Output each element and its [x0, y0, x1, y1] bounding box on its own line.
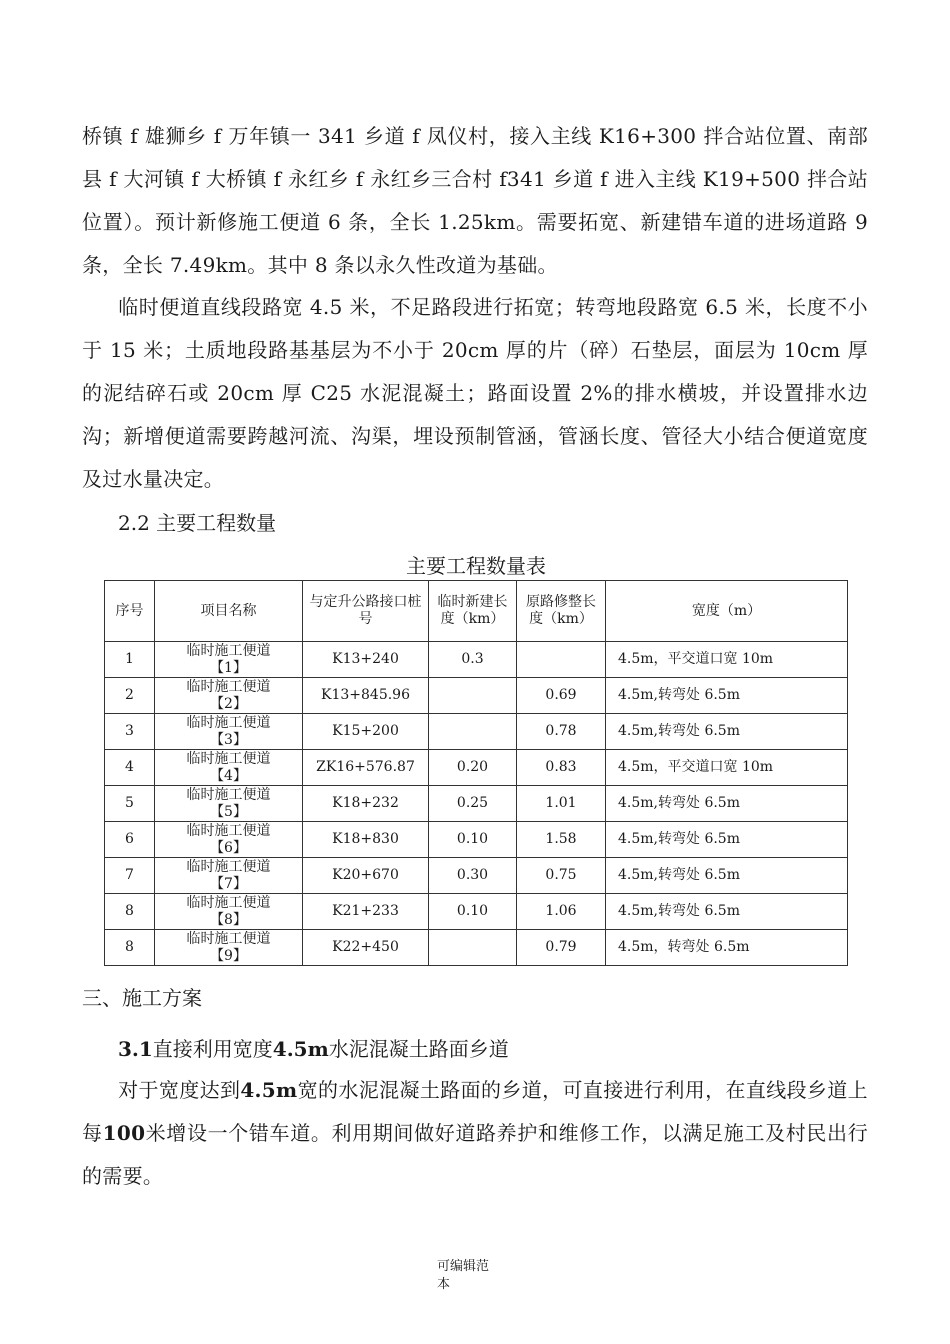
paragraph-text: 米增设一个错车道。利用期间做好道路养护和维修工作，以满足施工及村民出行的需要。 — [82, 1121, 868, 1188]
cell-new-length: 0.20 — [429, 750, 517, 786]
cell-station: K21+233 — [303, 894, 429, 930]
name-line: 【2】 — [210, 695, 247, 712]
cell-width: 4.5m,转弯处 6.5m — [606, 894, 848, 930]
cell-station: K13+845.96 — [303, 678, 429, 714]
name-line: 【6】 — [210, 839, 247, 856]
header-name: 项目名称 — [155, 581, 303, 642]
cell-station: K22+450 — [303, 930, 429, 966]
name-line: 【9】 — [210, 947, 247, 964]
cell-name — [155, 930, 303, 966]
section-heading-2-2: 2.2 主要工程数量 — [118, 511, 277, 535]
paragraph-text: 临时便道直线段路宽 4.5 米，不足路段进行拓宽；转弯地段路宽 6.5 米，长度不小于 15 米；土质地段路基基层为不小于 20cm 厚的片（碎）石垫层，面层为 10cm 厚的泥结碎石或 20cm 厚 C25 水泥混凝土；路面设置 2%的排水横坡，并设置排水边沟；新增便道需要跨越河流、沟渠，埋设预制管涵，管涵长度、管径大小结合便道宽度及过水量决定。 — [82, 295, 868, 491]
cell-new-length: 0.3 — [429, 642, 517, 678]
paragraph-text: 桥镇 f 雄狮乡 f 万年镇一 341 乡道 f 凤仪村，接入主线 K16+300 拌合站位置、南部县 f 大河镇 f 大桥镇 f 永红乡 f 永红乡三合村 f341 乡道 f 进入主线 K19+500 拌合站位置）。预计新修施工便道 6 条，全长 1.25km。需要拓宽、新建错车道的进场道路 9 条，全长 7.49km。其中 8 条以永久性改道为基础。 — [82, 124, 868, 277]
cell-name — [155, 714, 303, 750]
table-row — [105, 858, 848, 894]
cell-repair-length: 1.58 — [517, 822, 606, 858]
table-row — [105, 894, 848, 930]
name-line: 【3】 — [210, 731, 247, 748]
cell-name — [155, 858, 303, 894]
cell-new-length: 0.25 — [429, 786, 517, 822]
name-line: 临时施工便道 — [186, 714, 271, 731]
cell-width: 4.5m，转弯处 6.5m — [606, 930, 848, 966]
cell-seq: 5 — [105, 786, 155, 822]
page-footer — [420, 1258, 530, 1294]
cell-seq: 3 — [105, 714, 155, 750]
cell-name — [155, 822, 303, 858]
cell-width: 4.5m,转弯处 6.5m — [606, 822, 848, 858]
header-seq: 序号 — [105, 581, 155, 642]
table-row — [105, 822, 848, 858]
cell-width: 4.5m,转弯处 6.5m — [606, 714, 848, 750]
cell-new-length — [429, 930, 517, 966]
cell-new-length — [429, 678, 517, 714]
table-caption: 主要工程数量表 — [406, 554, 546, 578]
footer-line: 可编辑范 — [437, 1259, 490, 1274]
name-line: 临时施工便道 — [186, 678, 271, 695]
table-row — [105, 930, 848, 966]
cell-repair-length: 0.75 — [517, 858, 606, 894]
cell-width: 4.5m,转弯处 6.5m — [606, 858, 848, 894]
name-line: 【8】 — [210, 911, 247, 928]
cell-seq: 8 — [105, 930, 155, 966]
cell-repair-length — [517, 642, 606, 678]
table-row — [105, 786, 848, 822]
cell-repair-length: 0.69 — [517, 678, 606, 714]
paragraph-value: 100 — [102, 1121, 146, 1145]
table-row — [105, 714, 848, 750]
heading-number: 3.1 — [118, 1037, 153, 1061]
paragraph-value: 4.5m — [240, 1078, 298, 1102]
name-line: 【1】 — [210, 659, 247, 676]
name-line: 临时施工便道 — [186, 858, 271, 875]
cell-name — [155, 678, 303, 714]
paragraph-text: 对于宽度达到 — [118, 1078, 241, 1102]
table-row — [105, 750, 848, 786]
cell-name — [155, 750, 303, 786]
cell-width: 4.5m,转弯处 6.5m — [606, 678, 848, 714]
cell-name — [155, 642, 303, 678]
section-heading-3: 三、施工方案 — [82, 986, 202, 1010]
cell-repair-length: 0.79 — [517, 930, 606, 966]
cell-station: K15+200 — [303, 714, 429, 750]
cell-repair-length: 0.83 — [517, 750, 606, 786]
header-repair-length: 原路修整长度（km） — [517, 581, 606, 642]
cell-width: 4.5m，平交道口宽 10m — [606, 642, 848, 678]
name-line: 临时施工便道 — [186, 894, 271, 911]
cell-new-length — [429, 714, 517, 750]
cell-name — [155, 786, 303, 822]
name-line: 【7】 — [210, 875, 247, 892]
name-line: 临时施工便道 — [186, 750, 271, 767]
cell-new-length: 0.10 — [429, 894, 517, 930]
cell-station: K18+232 — [303, 786, 429, 822]
cell-station: K20+670 — [303, 858, 429, 894]
paragraph-temporary-road-spec — [82, 286, 868, 501]
cell-width: 4.5m,转弯处 6.5m — [606, 786, 848, 822]
heading-value: 4.5m — [272, 1037, 329, 1061]
cell-new-length: 0.30 — [429, 858, 517, 894]
cell-seq: 2 — [105, 678, 155, 714]
paragraph-text: 宽的水泥混凝土路面的乡道，可直接进行利用，在直线段乡道上每 — [82, 1078, 868, 1145]
cell-repair-length: 1.01 — [517, 786, 606, 822]
name-line: 临时施工便道 — [186, 930, 271, 947]
cell-repair-length: 1.06 — [517, 894, 606, 930]
section-heading-3-1 — [118, 1034, 509, 1064]
table-row — [105, 642, 848, 678]
cell-new-length: 0.10 — [429, 822, 517, 858]
table-row — [105, 678, 848, 714]
cell-seq: 4 — [105, 750, 155, 786]
paragraph-direct-use — [82, 1069, 868, 1198]
heading-text: 水泥混凝土路面乡道 — [328, 1037, 509, 1061]
name-line: 临时施工便道 — [186, 642, 271, 659]
header-width: 宽度（m） — [606, 581, 848, 642]
cell-station: ZK16+576.87 — [303, 750, 429, 786]
cell-width: 4.5m，平交道口宽 10m — [606, 750, 848, 786]
name-line: 临时施工便道 — [186, 822, 271, 839]
paragraph-route-description — [82, 115, 868, 287]
name-line: 临时施工便道 — [186, 786, 271, 803]
cell-station: K18+830 — [303, 822, 429, 858]
table-header-row — [105, 581, 848, 642]
header-station: 与定升公路接口桩号 — [303, 581, 429, 642]
cell-name — [155, 894, 303, 930]
name-line: 【5】 — [210, 803, 247, 820]
footer-line: 本 — [437, 1277, 451, 1292]
cell-seq: 7 — [105, 858, 155, 894]
cell-seq: 8 — [105, 894, 155, 930]
cell-station: K13+240 — [303, 642, 429, 678]
heading-text: 直接利用宽度 — [152, 1037, 273, 1061]
cell-seq: 6 — [105, 822, 155, 858]
header-new-length: 临时新建长度（km） — [429, 581, 517, 642]
quantity-table — [104, 580, 848, 966]
cell-seq: 1 — [105, 642, 155, 678]
name-line: 【4】 — [210, 767, 247, 784]
cell-repair-length: 0.78 — [517, 714, 606, 750]
